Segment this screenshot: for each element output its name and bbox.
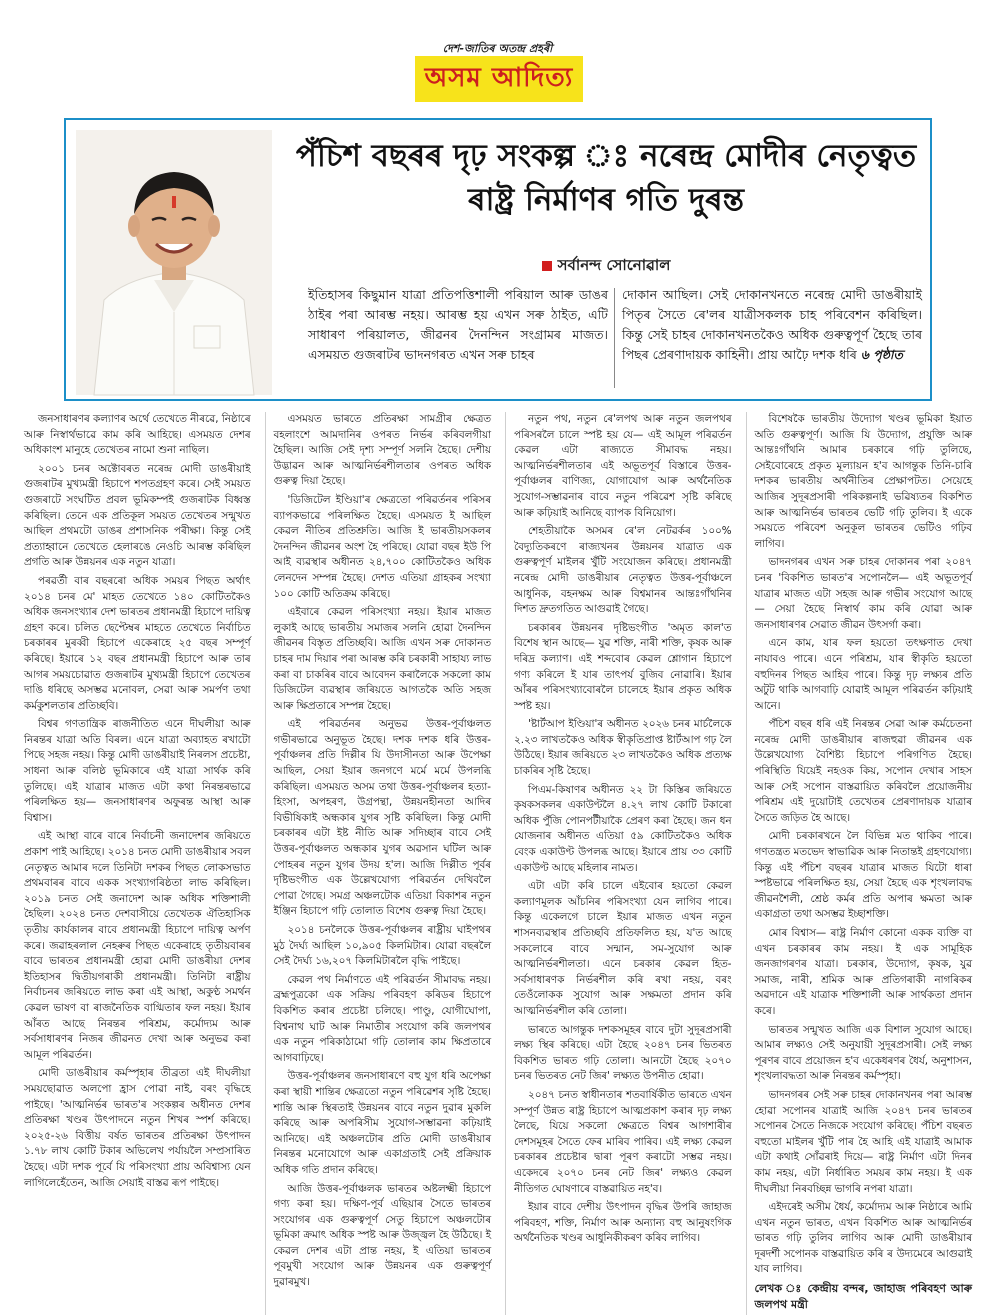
paragraph: এইদৰেই অসীম ধৈৰ্য, কৰ্মোদ্যম আৰু নিষ্ঠাৰে আমি এখন নতুন ভাৰত, এখন বিকশিত আৰু আত্মনিৰ্ভৰ ভাৰত গঢ়ি তুলিব লাগিব আৰু মোদী ডাঙৰীয়াৰ দূৰদৰ্শী সপোনক বাস্তৱায়িত কৰি ৰ উদ্যমেৰে আগুৱাই যাব লাগিব।	[754, 1201, 972, 1276]
continued-page-ref: ৬ পৃষ্ঠাত	[860, 347, 903, 362]
paragraph: কেৱল পথ নিৰ্মাণতে এই পৰিৱৰ্তন সীমাবদ্ধ নহয়। ব্ৰহ্মপুত্ৰকো এক সক্ৰিয় পৰিবহণ কৰিডৰ হিচাপে বিকশিত কৰাৰ প্ৰচেষ্টা চলিছে। পাণ্ডু, যোগীঘোপা, বিশ্বনাথ ঘাট আৰু নিমাতীৰ সংযোগ কৰি জলপথৰ এক নতুন পৰিকাঠামো গঢ়ি তোলাৰ কাম ক্ষিপ্ৰতাৰে আগবাঢ়িছে।	[273, 973, 491, 1064]
paragraph: ভাৰতে আগন্তুক দশকসমূহৰ বাবে দুটা সুদূৰপ্ৰসাৰী লক্ষ্য স্থিৰ কৰিছে। এটা হৈছে ২০৪৭ চনৰ ভিতৰত বিকশিত ভাৰত গঢ়ি তোলা। আনটো হৈছে ২০৭০ চনৰ ভিতৰত নেট জিৰ' লক্ষ্যত উপনীত হোৱা।	[514, 1023, 732, 1083]
author-portrait-illustration	[76, 130, 272, 395]
paragraph: ২০০১ চনৰ অক্টোবৰত নৰেন্দ্ৰ মোদী ডাঙৰীয়াই গুজৰাটৰ মুখ্যমন্ত্ৰী হিচাপে শপতগ্ৰহণ কৰে। সেই সময়ত গুজৰাটে সংঘটিত প্ৰবল ভূমিকম্পই গুজৰাটক বিধ্বস্ত কৰিছিল। তেনে এক প্ৰতিকূল সময়ত তেখেতৰ সন্মুখত আছিল প্ৰথমটো ডাঙৰ প্ৰশাসনিক পৰীক্ষা। কিন্তু সেই প্ৰত্যাহ্বানে তেখেতে হেলাৰঙে নেওচি আৰম্ভ কৰিছিল প্ৰগতি আৰু উন্নয়নৰ এক নতুন যাত্ৰা।	[24, 462, 251, 569]
masthead-title: অসম আদিত্য	[424, 63, 574, 93]
paragraph: এইবাৰে কেৱল পৰিসংখ্যা নহয়। ইয়াৰ মাজত লুকাই আছে ভাৰতীয় সমাজৰ সলনি হোৱা দৈনন্দিন জীৱনৰ বিস্তৃত প্ৰতিচ্ছবি। আজি এখন সৰু দোকানত চাহৰ দাম দিয়াৰ পৰা আৰম্ভ কৰি চৰকাৰী সাহায্য লাভ কৰা বা চাকৰিৰ বাবে আবেদন কৰালৈকে সকলো কাম ডিজিটেল ব্যৱস্থাৰ জৰিয়তে আগতকৈ অতি সহজ আৰু ক্ষিপ্ৰতাৰে সম্পন্ন হৈছে।	[273, 606, 491, 712]
paragraph: ২০৪৭ চনত স্বাধীনতাৰ শতবাৰ্ষিকীত ভাৰতে এখন সম্পূৰ্ণ উন্নত ৰাষ্ট্ৰ হিচাপে আত্মপ্ৰকাশ কৰাৰ দৃঢ় লক্ষ্য লৈছে, যিয়ে সকলো ক্ষেত্ৰতে বিশ্বৰ আগশাৰীৰ দেশসমূহৰ সৈতে ফেৰ মাৰিব পাৰিব। এই লক্ষ্য কেৱল চৰকাৰৰ প্ৰচেষ্টাৰ দ্বাৰা পূৰণ কৰাটো সম্ভৱ নহয়। একেদৰে ২০৭০ চনৰ নেট জিৰ' লক্ষ্যও কেৱল নীতিগত ঘোষণাৰে বাস্তৱায়িত নহ'ব।	[514, 1088, 732, 1195]
newspaper-masthead	[415, 56, 583, 102]
paragraph: 'ষ্টাৰ্টআপ ইণ্ডিয়া'ৰ অধীনত ২০২৬ চনৰ মাৰ্চলৈকে ২.২৩ লাখতকৈও অধিক স্বীকৃতিপ্ৰাপ্ত ষ্টাৰ্টআপ গঢ় লৈ উঠিছে। ইয়াৰ জৰিয়তে ২৩ লাখতকৈও অধিক প্ৰত্যক্ষ চাকৰিৰ সৃষ্টি হৈছে।	[514, 718, 732, 778]
paragraph: বিশেষকৈ ভাৰতীয় উদ্যোগ খণ্ডৰ ভূমিকা ইয়াত অতি গুৰুত্বপূৰ্ণ। আজি যি উদ্যোগ, প্ৰযুক্তি আৰু আন্তঃগাঁথনি আমাৰ চৰকাৰে গঢ়ি তুলিছে, সেইবোৰেহে প্ৰকৃত মূল্যায়ন হ'ব আগন্তুক তিনি-চাৰি দশকৰ ভাৰতীয় অৰ্থনীতিৰ প্ৰেক্ষাপটত। সেয়েহে আজিৰ সুদূৰপ্ৰসাৰী পৰিকল্পনাই ভৱিষ্যতৰ বিকশিত আৰু আত্মনিৰ্ভৰ ভাৰতৰ ভেটি গঢ়ি তুলিব। ই একে সময়তে পৰিবেশ অনুকূল ভাৰতৰ ভেটিও গঢ়িব লাগিব।	[754, 413, 972, 550]
paragraph: উত্তৰ-পূৰ্বাঞ্চলৰ জনসাধাৰণে বহু যুগ ধৰি অপেক্ষা কৰা স্থায়ী শান্তিৰ ক্ষেত্ৰতো নতুন পৰিৱেশৰ সৃষ্টি হৈছে। শান্তি আৰু স্থিৰতাই উন্নয়নৰ বাবে নতুন দুৱাৰ মুকলি কৰিছে আৰু অপৰিসীম সুযোগ-সম্ভাৱনা কঢ়িয়াই আনিছে। এই অঞ্চলটোৰ প্ৰতি মোদী ডাঙৰীয়াৰ নিৰন্তৰ মনোযোগে আৰু একাগ্ৰতাই সেই প্ৰক্ৰিয়াক অধিক গতি প্ৰদান কৰিছে।	[273, 1070, 491, 1176]
paragraph: এটা এটা কৰি চালে এইবোৰ হয়তো কেৱল কল্যাণমূলক আঁচনিৰ পৰিসংখ্যা যেন লাগিব পাৰে। কিন্তু একেলগে চালে ইয়াৰ মাজত এখন নতুন শাসনব্যৱস্থাৰ প্ৰতিচ্ছবি প্ৰতিফলিত হয়, য'ত আছে সকলোৰে বাবে সন্মান, সম-সুযোগ আৰু আত্মনিৰ্ভৰশীলতা। এনে চৰকাৰ কেৱল হিত-সৰ্বসাধাৰণক নিৰ্ভৰশীল কৰি ৰখা নহয়, বৰং তেওঁলোকক সুযোগ আৰু সক্ষমতা প্ৰদান কৰি আত্মনিৰ্ভৰশীল কৰি তোলা।	[514, 880, 732, 1017]
paragraph: এই আস্থা বাৰে বাৰে নিৰ্বাচনী জনাদেশৰ জৰিয়তে প্ৰকাশ পাই আহিছে। ২০১৪ চনত মোদী ডাঙৰীয়াৰ সবল নেতৃত্বত আমাৰ দলে তিনিটা দশকৰ পিছত লোকসভাত প্ৰথমবাৰৰ বাবে একক সংখ্যাগৰিষ্ঠতা লাভ কৰিছিল। ২০১৯ চনত সেই জনাদেশ আৰু অধিক শক্তিশালী হৈছিল। ২০২৪ চনত দেশবাসীয়ে তেখেতক ঐতিহাসিক তৃতীয় কাৰ্যকালৰ বাবে প্ৰধানমন্ত্ৰী হিচাপে দায়িত্ব অৰ্পণ কৰে। জৱাহৰলাল নেহৰুৰ পিছত একেৰাহে তৃতীয়বাৰৰ বাবে ভাৰতৰ প্ৰধানমন্ত্ৰী হোৱা মোদী ডাঙৰীয়া দেশৰ ইতিহাসৰ দ্বিতীয়গৰাকী প্ৰধানমন্ত্ৰী। তিনিটা ৰাষ্ট্ৰীয় নিৰ্বাচনৰ জৰিয়তে লাভ কৰা এই আস্থা, অকুণ্ঠ সমৰ্থন কেৱল ভাষণ বা ৰাজনৈতিক বাগ্মিতাৰ ফল নহয়। ইয়াৰ আঁৰত আছে নিৰন্তৰ পৰিশ্ৰম, কৰ্মোদ্যম আৰু সৰ্বসাধাৰণৰ নিজৰ জীৱনত দেখা আৰু অনুভৱ কৰা আমূল পৰিৱৰ্তন।	[24, 830, 251, 1061]
paragraph: ভাদনগৰৰ সেই সৰু চাহৰ দোকানখনৰ পৰা আৰম্ভ হোৱা সপোনৰ যাত্ৰাই আজি ২০৪৭ চনৰ ভাৰতৰ সপোনৰ সৈতে নিজকে সংযোগ কৰিছে। পঁচিশ বছৰত বহুতো মাইলৰ খুঁটি পাৰ হৈ আহি এই যাত্ৰাই আমাক এটা কথাই সোঁৱৰাই দিয়ে— ৰাষ্ট্ৰ নিৰ্মাণ এটা দিনৰ কাম নহয়, এটা নিৰ্ধাৰিত সময়ৰ কাম নহয়। ই এক দীঘলীয়া নিৰবচ্ছিন্ন ভাগৰি নপৰা যাত্ৰা।	[754, 1088, 972, 1195]
paragraph: ভাদনগৰৰ এখন সৰু চাহৰ দোকানৰ পৰা ২০৪৭ চনৰ 'বিকশিত ভাৰত'ৰ সপোনলৈ— এই অভূতপূৰ্ব যাত্ৰাৰ মাজত এটা সহজ আৰু গভীৰ সংযোগ আছে— সেয়া হৈছে নিস্বাৰ্থ কাম কৰি যোৱা আৰু জনসাধাৰণৰ সেৱাত জীৱন উৎসৰ্গা কৰা।	[754, 556, 972, 631]
paragraph: চৰকাৰৰ উন্নয়নৰ দৃষ্টিভংগীত 'অমৃত কাল'ত বিশেষ স্থান আছে— যুৱ শক্তি, নাৰী শক্তি, কৃষক আৰু দৰিদ্ৰ কল্যাণ। এই শব্দবোৰ কেৱল শ্লোগান হিচাপে গণ্য কৰিলে ই যাৰ তাৎপৰ্য বুজিব নোৱাৰি। ইয়াৰ আঁৰৰ পৰিসংখ্যাবোৰলৈ চালেহে ইয়াৰ প্ৰকৃত অধিক স্পষ্ট হয়।	[514, 621, 732, 712]
author-portrait	[76, 130, 272, 395]
paragraph: 'ডিজিটেল ইণ্ডিয়া'ৰ ক্ষেত্ৰতো পৰিৱৰ্তনৰ পৰিসৰ ব্যাপকভাৱে পৰিলক্ষিত হৈছে। এসময়ত ই আছিল কেৱল নীতিৰ প্ৰতিশ্ৰুতি। আজি ই ভাৰতীয়সকলৰ দৈনন্দিন জীৱনৰ অংশ হৈ পৰিছে। যোৱা বছৰ ইউ পি আই ব্যৱস্থাৰ অধীনত ২৪,৭০০ কোটিতকৈও অধিক লেনদেন সম্পন্ন হৈছে। দেশত এতিয়া গ্ৰাহকৰ সংখ্যা ১০০ কোটি অতিক্ৰম কৰিছে।	[273, 493, 491, 600]
byline-author: সৰ্বানন্দ সোনোৱাল	[557, 256, 671, 274]
article-column-3	[505, 412, 732, 1315]
paragraph: শেহতীয়াকৈ অসমৰ ৰে'ল নেটৱৰ্কৰ ১০০% বৈদ্যুতিকৰণে ৰাজ্যখনৰ উন্নয়নৰ যাত্ৰাত এক গুৰুত্বপূৰ্ণ মাইলৰ খুঁটি সংযোজন কৰিছে। প্ৰধানমন্ত্ৰী নৰেন্দ্ৰ মোদী ডাঙৰীয়াৰ নেতৃত্বত উত্তৰ-পূৰ্বাঞ্চলে আধুনিক, বহনক্ষম আৰু বিশ্বমানৰ আন্তঃগাঁথনিৰ দিশত দ্ৰুতগতিত আগুৱাই গৈছে।	[514, 525, 732, 616]
intro-text-left: ইতিহাসৰ কিছুমান যাত্ৰা প্ৰতিপত্তিশালী পৰিয়াল আৰু ডাঙৰ ঠাইৰ পৰা আৰম্ভ নহয়। আৰম্ভ হয় এখন সৰু ঠাইত, এটি সাধাৰণ পৰিয়ালত, জীৱনৰ দৈনন্দিন সংগ্ৰামৰ মাজত। এসময়ত গুজৰাটৰ ভাদনগৰত এখন সৰু চাহৰ	[308, 287, 608, 362]
paragraph: পৰৱৰ্তী বাৰ বছৰৰো অধিক সময়ৰ পিছত অৰ্থাৎ ২০১৪ চনৰ মে' মাহত তেখেতে ১৪০ কোটিতকৈও অধিক জনসংখ্যাৰ দেশ ভাৰতৰ প্ৰধানমন্ত্ৰী হিচাপে দায়িত্ব গ্ৰহণ কৰে। চলিত ছেপ্টেম্বৰ মাহতে তেখেতে নিৰ্বাচিত চৰকাৰৰ মুৰব্বী হিচাপে একেৰাহে ২৫ বছৰ সম্পূৰ্ণ কৰিছে। ইয়াৰে ১২ বছৰ প্ৰধানমন্ত্ৰী হিচাপে আৰু তাৰ আগৰ সময়চোৱাত গুজৰাটৰ মুখ্যমন্ত্ৰী হিচাপে তেখেতৰ দাঙি ধৰিছে অসম্ভৱ মনোবল, সেৱা আৰু সমৰ্পণ তথা কৰ্মকুশলতাৰ প্ৰতিচ্ছবি।	[24, 574, 251, 712]
paragraph: পঁচিশ বছৰ ধৰি এই নিৰন্তৰ সেৱা আৰু কৰ্মচেতনা নৰেন্দ্ৰ মোদী ডাঙৰীয়াৰ ৰাজহুৱা জীৱনৰ এক উল্লেখযোগ্য বৈশিষ্ট্য হিচাপে পৰিগণিত হৈছে। পৰিস্থিতি যিয়েই নহওক কিয়, সপোন দেখাৰ সাহস আৰু সেই সপোন বাস্তৱায়িত কৰিবলৈ প্ৰয়োজনীয় পৰিশ্ৰম এই দুয়োটাই তেখেতৰ প্ৰেৰণাদায়ক যাত্ৰাৰ সৈতে জড়িত হৈ আছে।	[754, 718, 972, 824]
intro-right-body: দোকান আছিল। সেই দোকানখনতে নৰেন্দ্ৰ মোদী ডাঙৰীয়াই পিতৃৰ সৈতে ৰে'লৰ যাত্ৰীসকলক চাহ পৰিবেশন কৰিছিল। কিন্তু সেই চাহৰ দোকানখনতকৈও অধিক গুৰুত্বপূৰ্ণ হৈছে তাৰ পিছৰ প্ৰেৰণাদায়ক কাহিনী। প্ৰায় আঢ়ৈ দশক ধৰি	[622, 287, 922, 362]
paragraph: মোদী ডাঙৰীয়াৰ কৰ্মস্পৃহাৰ তীব্ৰতা এই দীঘলীয়া সময়ছোৱাত অলপো হ্ৰাস পোৱা নাই, বৰং বৃদ্ধিহে পাইছে। 'আত্মনিৰ্ভৰ ভাৰত'ৰ সংকল্পৰ অধীনত দেশৰ প্ৰতিৰক্ষা খণ্ডৰ উৎপাদনে নতুন শিখৰ স্পৰ্শ কৰিছে। ২০২৫-২৬ বিত্তীয় বৰ্ষত ভাৰতৰ প্ৰতিৰক্ষা উৎপাদন ১.৭৮ লাখ কোটি টকাৰ অভিলেখ পৰ্যায়লৈ সম্প্ৰসাৰিত হৈছে। এটা দশক পূৰ্বে যি পৰিসংখ্যা প্ৰায় অবিশ্বাস্য যেন লাগিলেহেঁতেন, আজি সেয়াই বাস্তৱ ৰূপ পাইছে।	[24, 1067, 251, 1189]
paragraph: এই পৰিৱৰ্তনৰ অনুভৱ উত্তৰ-পূৰ্বাঞ্চলত গভীৰভাৱে অনুভূত হৈছে। দশক দশক ধৰি উত্তৰ-পূৰ্বাঞ্চলৰ প্ৰতি দিল্লীৰ যি উদাসীনতা আৰু উপেক্ষা আছিল, সেয়া ইয়াৰ জনগণে মৰ্মে মৰ্মে উপলব্ধি কৰিছিল। এসময়ত অসম তথা উত্তৰ-পূৰ্বাঞ্চলৰ হত্যা-হিংসা, অপহৰণ, উগ্ৰপন্থা, উন্নয়নহীনতা আদিৰ বিভীষিকাই অন্ধকাৰ যুগৰ সৃষ্টি কৰিছিল। কিন্তু মোদী চৰকাৰৰ এটা ইষ্ট নীতি আৰু সদিচ্ছাৰ বাবে সেই উত্তৰ-পূৰ্বাঞ্চলত অন্ধকাৰ যুগৰ অৱসান ঘটিল আৰু পোহৰৰ নতুন যুগৰ উদয় হ'ল। আজি দিল্লীত পূৰ্বৰ দৃষ্টিভংগীত এক উল্লেখযোগ্য পৰিৱৰ্তন দেখিবলৈ পোৱা গৈছে। সমগ্ৰ অঞ্চলটোক এতিয়া বিকাশৰ নতুন ইঞ্জিন হিচাপে গঢ়ি তোলাত বিশেষ গুৰুত্ব দিয়া হৈছে।	[273, 718, 491, 918]
paragraph: ভাৰতৰ সন্মুখত আজি এক বিশাল সুযোগ আছে। আমাৰ লক্ষ্যও সেই অনুযায়ী সুদূৰপ্ৰসাৰী। সেই লক্ষ্য পূৰণৰ বাবে প্ৰয়োজন হ'ব একেধৰণৰ ধৈৰ্য, অনুশাসন, শৃংখলাবদ্ধতা আৰু নিৰন্তৰ কৰ্মস্পৃহা।	[754, 1023, 972, 1083]
paragraph: মোৰ বিশ্বাস— ৰাষ্ট্ৰ নিৰ্মাণ কোনো একক ব্যক্তি বা এখন চৰকাৰৰ কাম নহয়। ই এক সামূহিক জনজাগৰণৰ যাত্ৰা। চৰকাৰ, উদ্যোগ, কৃষক, যুৱ সমাজ, নাৰী, শ্ৰমিক আৰু প্ৰতিগৰাকী নাগৰিকৰ অৱদানে এই যাত্ৰাক শক্তিশালী আৰু সাৰ্থকতা প্ৰদান কৰে।	[754, 927, 972, 1017]
author-credit: লেখক ঃ কেন্দ্ৰীয় বন্দৰ, জাহাজ পৰিবহণ আৰু জলপথ মন্ত্ৰী	[754, 1282, 972, 1311]
paragraph: এসময়ত ভাৰতে প্ৰতিৰক্ষা সামগ্ৰীৰ ক্ষেত্ৰত বহলাংশে আমদানিৰ ওপৰত নিৰ্ভৰ কৰিবলগীয়া হৈছিল। আজি সেই দৃশ্য সম্পূৰ্ণ সলনি হৈছে। দেশীয় উদ্ভাৱন আৰু আত্মনিৰ্ভৰশীলতাৰ ওপৰত অধিক গুৰুত্ব দিয়া হৈছে।	[273, 413, 491, 488]
paragraph: বিশ্বৰ গণতান্ত্ৰিক ৰাজনীতিত এনে দীঘলীয়া আৰু নিৰন্তৰ যাত্ৰা অতি বিৰল। এনে যাত্ৰা অব্যাহত ৰখাটো পিছে সহজ নহয়। কিন্তু মোদী ডাঙৰীয়াই নিৰলস প্ৰচেষ্টা, সাধনা আৰু বলিষ্ঠ ভূমিকাৰে এই যাত্ৰা সাৰ্থক কৰি তুলিছে। এই যাত্ৰাৰ মাজত এটা কথা নিৰন্তৰভাৱে পৰিলক্ষিত হয়— জনসাধাৰণৰ অফুৰন্ত আস্থা আৰু বিশ্বাস।	[24, 718, 251, 824]
paragraph: নতুন পথ, নতুন ৰে'লপথ আৰু নতুন জলপথৰ পৰিসৰলৈ চালে স্পষ্ট হয় যে— এই আমূল পৰিৱৰ্তন কেৱল এটা ৰাজ্যতে সীমাবদ্ধ নহয়। আত্মনিৰ্ভৰশীলতাৰ এই অভূতপূৰ্ব বিস্তাৰে উত্তৰ-পূৰ্বাঞ্চলৰ বাণিজ্য, যোগাযোগ আৰু অৰ্থনৈতিক সুযোগ-সম্ভাৱনাৰ বাবে নতুন পৰিৱেশ সৃষ্টি কৰিছে আৰু কঢ়িয়াই আনিছে ব্যাপক বিনিয়োগ।	[514, 413, 732, 519]
byline-square-icon	[542, 261, 552, 271]
article-byline	[286, 254, 926, 279]
paragraph: আজি উত্তৰ-পূৰ্বাঞ্চলক ভাৰতৰ অষ্টলক্ষ্মী হিচাপে গণ্য কৰা হয়। দক্ষিণ-পূৰ্ব এছিয়াৰ সৈতে ভাৰতৰ সংযোগৰ এক গুৰুত্বপূৰ্ণ সেতু হিচাপে অঞ্চলটোৰ ভূমিকা ক্ৰমাৎ অধিক স্পষ্ট আৰু উজ্জ্বল হৈ উঠিছে। ই কেৱল দেশৰ এটা প্ৰান্ত নহয়, ই এতিয়া ভাৰতৰ পূবমুখী সংযোগ আৰু উন্নয়নৰ এক গুৰুত্বপূৰ্ণ দুৱাৰমুখ।	[273, 1182, 491, 1289]
paragraph: ইয়াৰ বাবে দেশীয় উৎপাদন বৃদ্ধিৰ উপৰি জাহাজ পৰিবহণ, শক্তি, নিৰ্মাণ আৰু অন্যান্য বহু আনুষংগিক অৰ্থনৈতিক খণ্ডৰ আধুনিকীকৰণ কৰিব লাগিব।	[514, 1201, 732, 1245]
intro-text-right	[622, 285, 922, 365]
paragraph: এনে কাম, যাৰ ফল হয়তো তৎক্ষণাত দেখা নাযাবও পাৰে। এনে পৰিশ্ৰম, যাৰ স্বীকৃতি হয়তো বহুদিনৰ পিছত আহিব পাৰে। কিন্তু দৃঢ় লক্ষ্যৰ প্ৰতি অটুট থাকি আগবাঢ়ি যোৱাই আমূল পৰিৱৰ্তন কঢ়িয়াই আনে।	[754, 637, 972, 712]
article-column-2	[265, 412, 492, 1315]
article-column-4	[746, 412, 973, 1315]
article-headline: পঁচিশ বছৰৰ দৃঢ় সংকল্প ঃ নৰেন্দ্ৰ মোদীৰ নেতৃত্বত ৰাষ্ট্ৰ নিৰ্মাণৰ গতি দুৰন্ত	[295, 138, 917, 218]
masthead-tagline: দেশ-জাতিৰ অতন্দ্ৰ প্ৰহৰী	[442, 42, 553, 55]
paragraph: পিএম-কিষাণৰ অধীনত ২২ টা কিস্তিৰ জৰিয়তে কৃষকসকলৰ একাউণ্টলৈ ৪.২৭ লাখ কোটি টকাৰো অধিক পুঁজি পোনপটীয়াকৈ প্ৰেৰণ কৰা হৈছে। জন ধন যোজনাৰ অধীনত এতিয়া ৫৯ কোটিতকৈও অধিক বেংক একাউণ্ট উপলব্ধ আছে। ইয়াৰে প্ৰায় ৩৩ কোটি একাউণ্ট আছে মহিলাৰ নামত।	[514, 783, 732, 874]
paragraph: মোদী চৰকাৰখনে লৈ বিভিন্ন মত থাকিব পাৰে। গণতন্ত্ৰত মতভেদ স্বাভাৱিক আৰু নিতান্তই গ্ৰহণযোগ্য। কিন্তু এই পঁচিশ বছৰৰ যাত্ৰাৰ মাজত যিটো ধাৰা স্পষ্টভাৱে পৰিলক্ষিত হয়, সেয়া হৈছে এক শৃংখলাবদ্ধ জীৱনশৈলী, শ্ৰেষ্ঠ কৰ্মৰ প্ৰতি অপাৰ ক্ষমতা আৰু একাগ্ৰতা তথা অসম্ভৱ ইচ্ছাশক্তি।	[754, 830, 972, 921]
lead-article-box	[64, 118, 932, 401]
article-column-1	[24, 412, 251, 1315]
article-columns	[24, 412, 972, 1311]
paragraph: জনসাধাৰণৰ কল্যাণৰ অৰ্থে তেখেতে নীৰৱে, নিষ্ঠাৰে আৰু নিস্বাৰ্থভাৱে কাম কৰি আহিছে। এসময়ত দেশৰ অধিকাংশ মানুহে তেখেতৰ নামো শুনা নাছিল।	[24, 413, 251, 457]
paragraph: ২০১৪ চনলৈকে উত্তৰ-পূৰ্বাঞ্চলৰ ৰাষ্ট্ৰীয় ঘাইপথৰ মুঠ দৈৰ্ঘ্য আছিল ১০,৯০৫ কিলমিটাৰ। যোৱা বছৰলৈ সেই দৈৰ্ঘ্য ১৬,২০৭ কিলমিটাৰলৈ বৃদ্ধি পাইছে।	[273, 924, 491, 968]
intro-divider	[614, 288, 615, 388]
